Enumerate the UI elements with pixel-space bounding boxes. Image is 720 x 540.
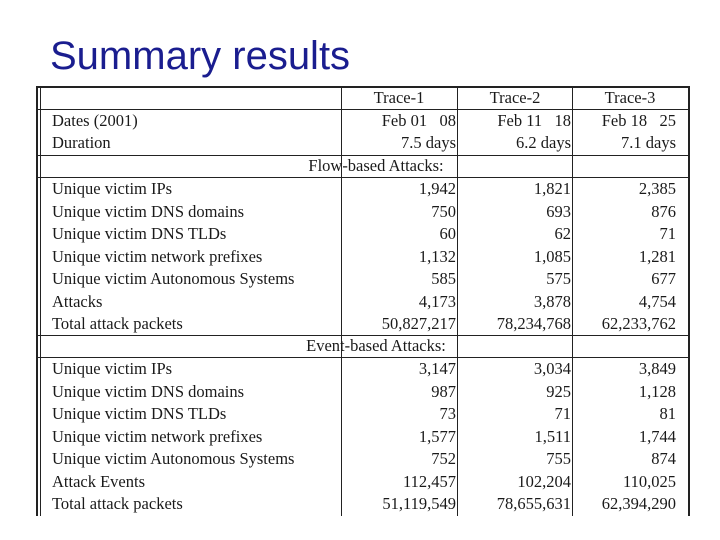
cell: 78,234,768 [496, 314, 571, 333]
summary-table [36, 86, 690, 516]
table-row [36, 426, 690, 448]
cell: Feb 18 25 [601, 111, 676, 130]
row-label: Total attack packets [52, 314, 183, 333]
cell: 3,034 [533, 359, 571, 378]
cell: 987 [431, 381, 456, 401]
table-row [36, 358, 690, 380]
table-row [36, 223, 690, 245]
row-label: Unique victim Autonomous Systems [52, 449, 295, 468]
cell: 1,942 [418, 179, 456, 198]
cell: 750 [431, 201, 456, 221]
header-trace-2: Trace-2 [489, 88, 541, 107]
cell: 3,849 [638, 359, 676, 378]
slide-title: Summary results [50, 34, 351, 78]
cell: 81 [659, 404, 676, 423]
cell: 1,281 [638, 246, 676, 266]
header-row [36, 87, 690, 109]
row-label: Unique victim network prefixes [52, 426, 263, 446]
cell: 6.2 days [516, 133, 571, 152]
table-row [36, 201, 690, 223]
row-label: Duration [52, 133, 111, 152]
table-row [36, 471, 690, 493]
table-row [36, 291, 690, 313]
row-label: Attacks [52, 291, 103, 311]
cell: 1,511 [534, 426, 571, 446]
section-heading [36, 335, 690, 357]
cell: 112,457 [402, 471, 456, 491]
table-row [36, 313, 690, 335]
row-label: Unique victim DNS TLDs [52, 404, 227, 423]
table-row [36, 381, 690, 403]
cell: 4,173 [418, 291, 456, 311]
cell: Feb 11 18 [497, 111, 571, 130]
cell: 752 [431, 449, 456, 468]
cell: 7.1 days [621, 133, 676, 152]
row-label: Unique victim DNS domains [52, 201, 245, 221]
cell: 71 [659, 224, 676, 243]
cell: 50,827,217 [381, 314, 456, 333]
cell: 585 [431, 269, 456, 288]
cell: 60 [439, 224, 456, 243]
cell: 102,204 [517, 471, 571, 491]
cell: 876 [651, 201, 676, 221]
cell: 110,025 [622, 471, 676, 491]
cell: 1,085 [533, 246, 571, 266]
cell: 925 [546, 381, 571, 401]
header-trace-3: Trace-3 [604, 88, 656, 107]
cell: 1,577 [418, 426, 456, 446]
table-row [36, 110, 690, 132]
table-row [36, 132, 690, 154]
flow-section-title: Flow-based Attacks: [308, 156, 444, 175]
table-row [36, 448, 690, 470]
row-label: Unique victim IPs [52, 359, 173, 378]
cell: 71 [554, 404, 571, 423]
section-heading [36, 155, 690, 177]
row-label: Unique victim DNS TLDs [52, 224, 227, 243]
cell: 78,655,631 [496, 494, 571, 513]
header-trace-1: Trace-1 [373, 88, 425, 107]
row-label: Unique victim Autonomous Systems [52, 269, 295, 288]
cell: 677 [651, 269, 676, 288]
cell: 62,233,762 [601, 314, 676, 333]
event-section-title: Event-based Attacks: [306, 336, 446, 355]
cell: 73 [439, 404, 456, 423]
cell: 693 [546, 201, 571, 221]
table-row [36, 493, 690, 515]
cell: 874 [651, 449, 676, 468]
cell: 1,128 [638, 381, 676, 401]
cell: 4,754 [638, 291, 676, 311]
cell: 1,744 [638, 426, 676, 446]
cell: 62 [554, 224, 571, 243]
cell: 755 [546, 449, 571, 468]
cell: 62,394,290 [601, 494, 676, 513]
table-row [36, 403, 690, 425]
row-label: Dates (2001) [52, 111, 138, 130]
table-row [36, 268, 690, 290]
row-label: Total attack packets [52, 494, 183, 513]
row-label: Unique victim network prefixes [52, 246, 263, 266]
row-label: Attack Events [52, 471, 146, 491]
cell: 575 [546, 269, 571, 288]
cell: 1,821 [533, 179, 571, 198]
cell: 2,385 [638, 179, 676, 198]
row-label: Unique victim IPs [52, 179, 173, 198]
table-row [36, 178, 690, 200]
table-row [36, 246, 690, 268]
cell: 3,147 [418, 359, 456, 378]
cell: 1,132 [418, 246, 456, 266]
cell: Feb 01 08 [381, 111, 456, 130]
row-label: Unique victim DNS domains [52, 381, 245, 401]
cell: 51,119,549 [382, 494, 456, 513]
cell: 3,878 [533, 291, 571, 311]
cell: 7.5 days [401, 133, 456, 152]
